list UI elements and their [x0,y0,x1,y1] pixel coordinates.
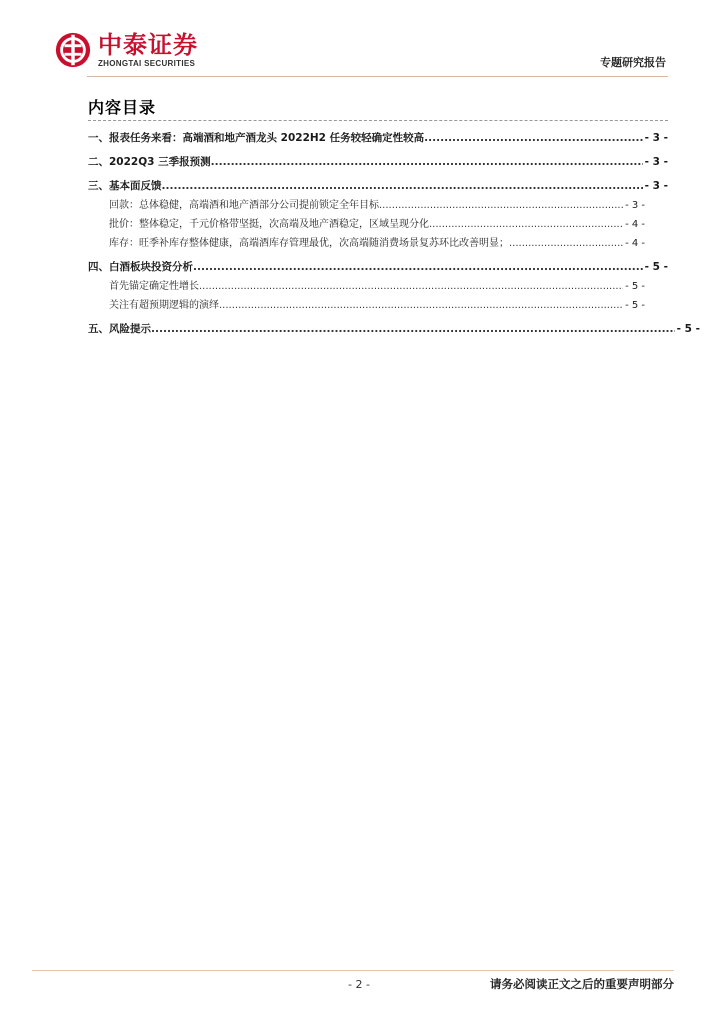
toc-entry-page: - 5 - [644,261,668,273]
toc-title-divider [88,120,668,121]
header-divider [87,76,668,77]
company-logo [54,28,198,72]
toc-entry-label: 四、白酒板块投资分析 [88,261,193,273]
toc-entry-page: - 4 - [625,238,645,249]
table-of-contents [88,128,700,339]
logo-chinese-name: 中泰证券 [98,31,198,59]
toc-subentry-3-3[interactable] [109,234,645,253]
toc-entry-1[interactable] [88,128,668,148]
toc-entry-2[interactable] [88,152,668,172]
toc-entry-page: - 3 - [625,200,645,211]
toc-leader-dots [429,215,623,234]
toc-entry-label: 五、风险提示 [88,323,151,335]
toc-entry-page: - 5 - [676,323,700,335]
toc-entry-5[interactable] [88,319,700,339]
toc-entry-label: 二、2022Q3 三季报预测 [88,156,211,168]
toc-entry-page: - 5 - [625,281,645,292]
toc-subentry-3-1[interactable] [109,196,645,215]
toc-leader-dots [379,196,623,215]
zhongtai-logo-icon [54,31,92,69]
logo-english-name: ZHONGTAI SECURITIES [98,59,196,68]
toc-leader-dots [193,257,643,277]
toc-leader-dots [199,277,623,296]
toc-entry-3[interactable] [88,176,668,196]
toc-entry-label: 回款：总体稳健，高端酒和地产酒部分公司提前锁定全年目标 [109,200,379,211]
toc-entry-page: - 5 - [625,300,645,311]
toc-entry-label: 一、报表任务来看：高端酒和地产酒龙头 2022H2 任务较轻确定性较高 [88,132,425,144]
toc-leader-dots [162,176,643,196]
toc-entry-label: 库存：旺季补库存整体健康，高端酒库存管理最优，次高端随消费场景复苏环比改善明显； [109,238,509,249]
footer-divider [32,970,674,971]
toc-entry-label: 批价：整体稳定，千元价格带坚挺，次高端及地产酒稳定，区域呈现分化 [109,219,429,230]
toc-entry-label: 首先锚定确定性增长 [109,281,199,292]
toc-title: 内容目录 [88,98,157,117]
toc-entry-page: - 3 - [644,180,668,192]
toc-leader-dots [211,152,643,172]
toc-subentry-3-2[interactable] [109,215,645,234]
toc-subentry-4-2[interactable] [109,296,645,315]
toc-leader-dots [219,296,623,315]
toc-entry-page: - 3 - [644,156,668,168]
toc-leader-dots [151,319,675,339]
toc-leader-dots [424,128,643,148]
toc-entry-label: 三、基本面反馈 [88,180,162,192]
report-type-label: 专题研究报告 [600,56,666,69]
toc-entry-4[interactable] [88,257,668,277]
toc-entry-page: - 3 - [644,132,668,144]
page-number: - 2 - [348,978,370,991]
toc-entry-page: - 4 - [625,219,645,230]
toc-subentry-4-1[interactable] [109,277,645,296]
toc-leader-dots [509,234,623,253]
toc-entry-label: 关注有超预期逻辑的演绎 [109,300,219,311]
footer-disclaimer: 请务必阅读正文之后的重要声明部分 [490,977,674,991]
